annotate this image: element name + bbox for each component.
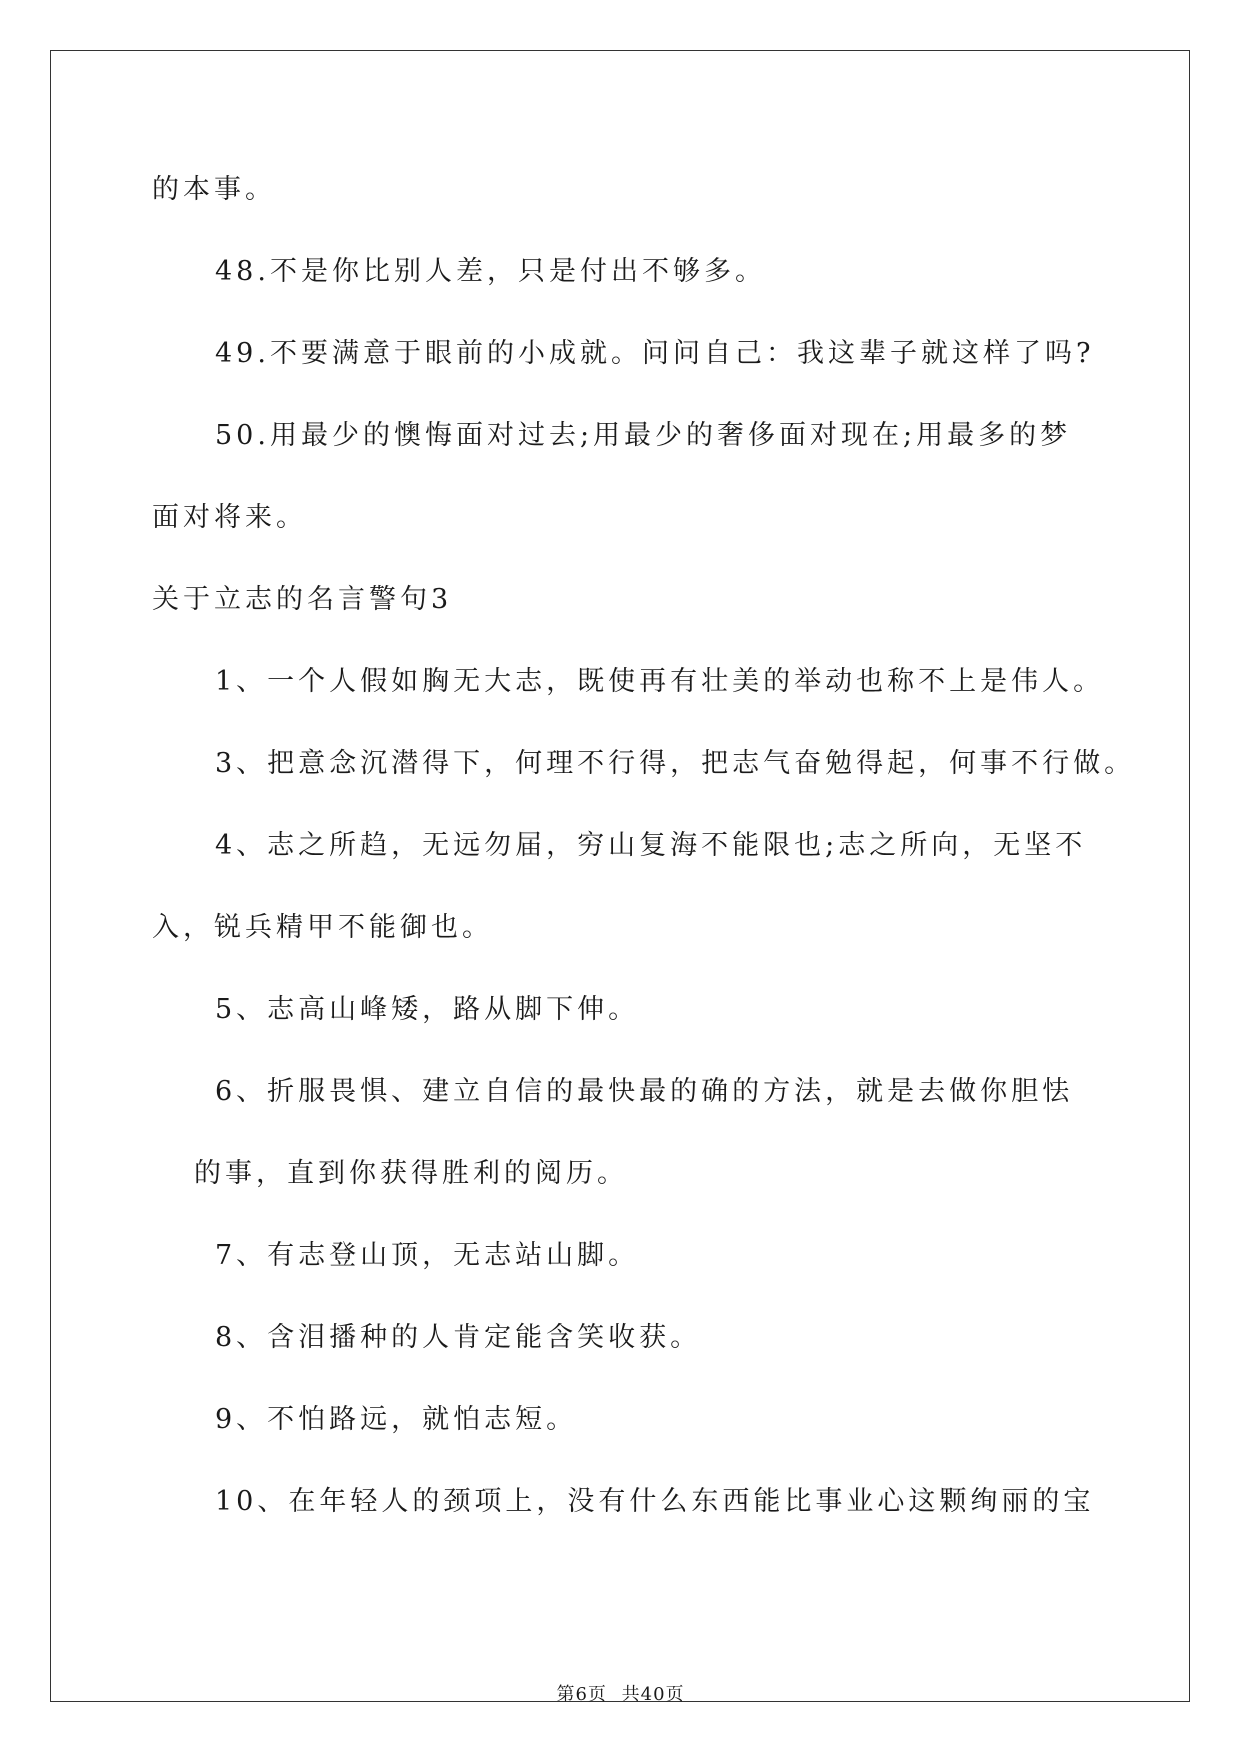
text-line: 的本事。: [152, 174, 276, 205]
page-frame: [50, 50, 1190, 1702]
page-total: 共40页: [621, 1684, 685, 1705]
quote-50: 50.用最少的懊悔面对过去;用最少的奢侈面对现在;用最多的梦: [215, 420, 1072, 451]
text-line: 入，锐兵精甲不能御也。: [152, 912, 493, 943]
quote-7: 7、有志登山顶，无志站山脚。: [215, 1240, 640, 1271]
quote-49: 49.不要满意于眼前的小成就。问问自己：我这辈子就这样了吗?: [215, 338, 1095, 369]
quote-10: 10、在年轻人的颈项上，没有什么东西能比事业心这颗绚丽的宝: [215, 1486, 1095, 1517]
quote-5: 5、志高山峰矮，路从脚下伸。: [215, 994, 640, 1025]
quote-3: 3、把意念沉潜得下，何理不行得，把志气奋勉得起，何事不行做。: [215, 748, 1136, 779]
text-line: 的事，直到你获得胜利的阅历。: [194, 1158, 628, 1189]
quote-9: 9、不怕路远，就怕志短。: [215, 1404, 578, 1435]
quote-48: 48.不是你比别人差，只是付出不够多。: [215, 256, 766, 287]
quote-1: 1、一个人假如胸无大志，既使再有壮美的举动也称不上是伟人。: [215, 666, 1105, 697]
section-heading: 关于立志的名言警句3: [152, 584, 453, 615]
quote-6: 6、折服畏惧、建立自信的最快最的确的方法，就是去做你胆怯: [215, 1076, 1074, 1107]
page-footer: [0, 1680, 1241, 1706]
page-number: 第6页: [556, 1684, 607, 1705]
text-line: 面对将来。: [152, 502, 307, 533]
quote-8: 8、含泪播种的人肯定能含笑收获。: [215, 1322, 702, 1353]
quote-4: 4、志之所趋，无远勿届，穷山复海不能限也;志之所向，无坚不: [215, 830, 1087, 861]
